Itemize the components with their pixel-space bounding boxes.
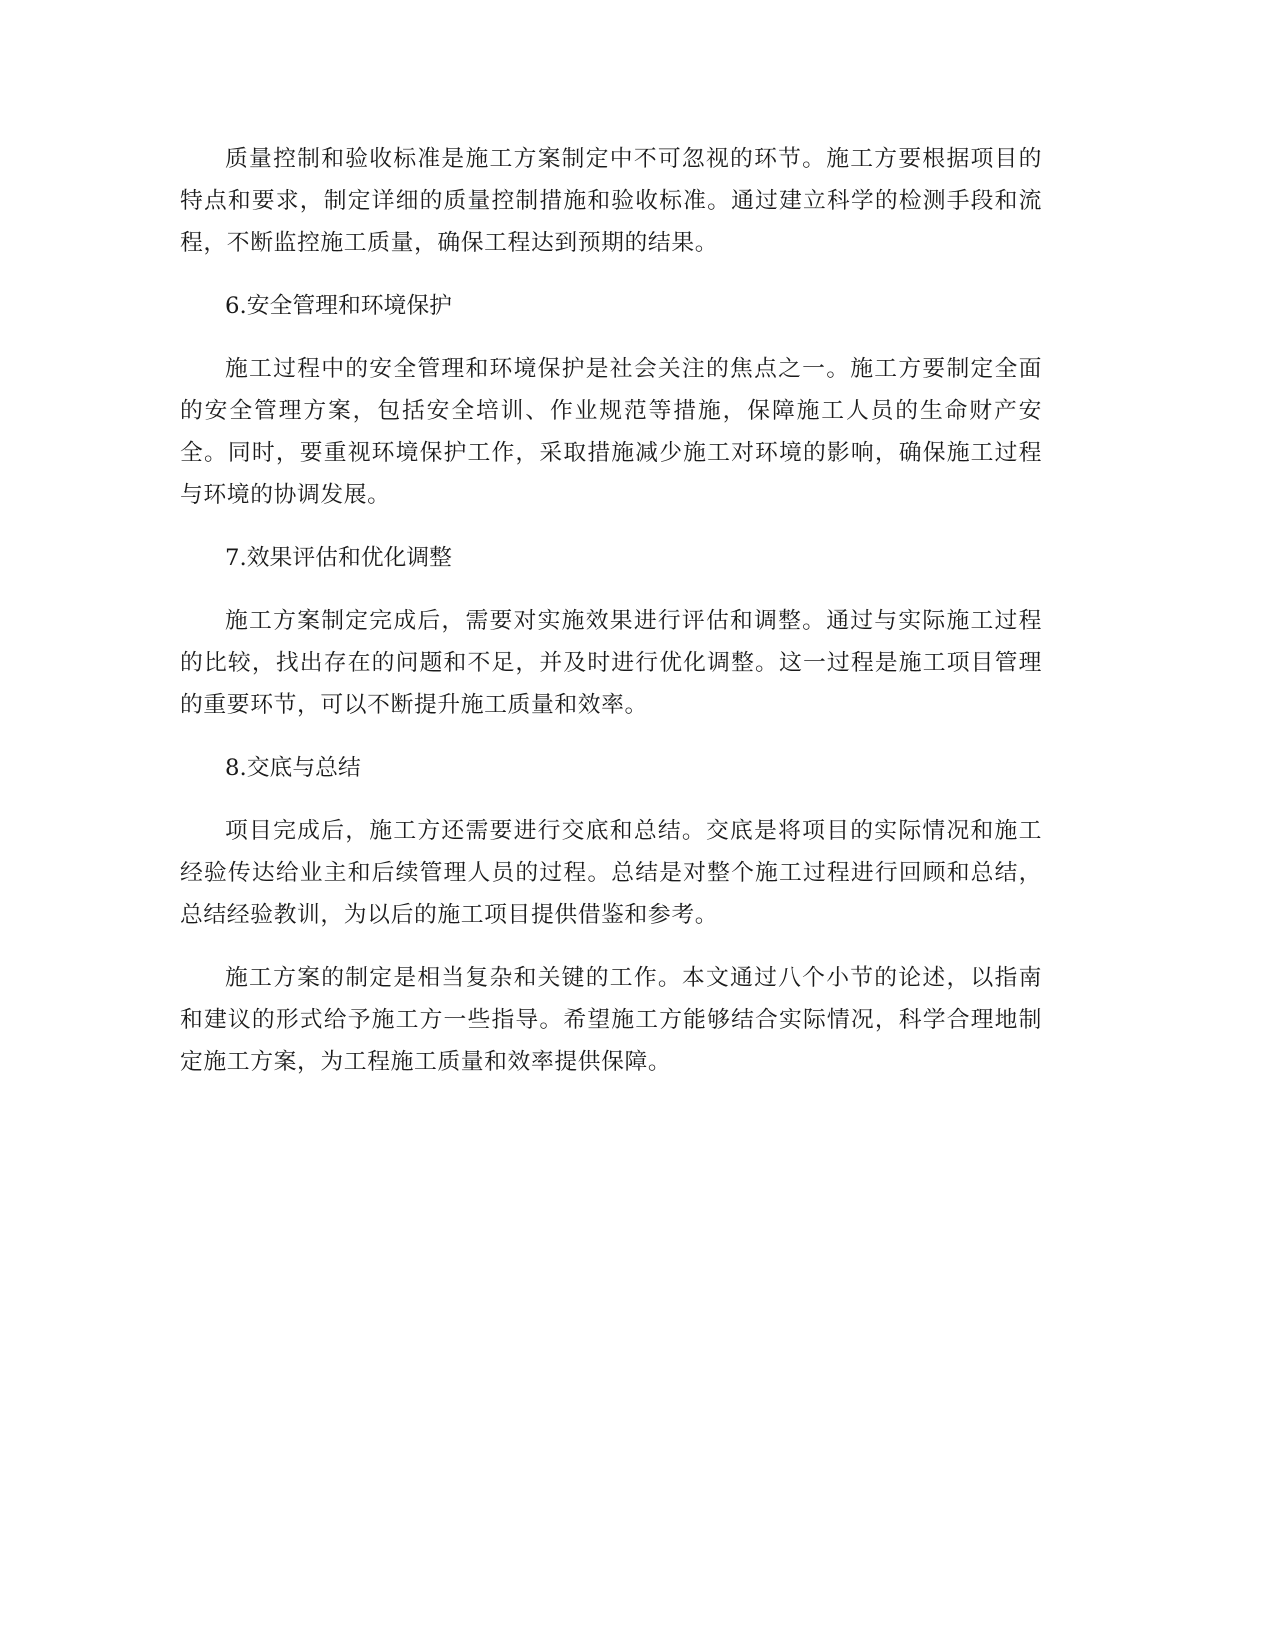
section-heading-7: 7.效果评估和优化调整 [225, 545, 452, 571]
paragraph-handover-summary: 项目完成后，施工方还需要进行交底和总结。交底是将项目的实际情况和施工经验传达给业主和后续管理人员的过程。总结是对整个施工过程进行回顾和总结，总结经验教训，为以后的施工项目提供借鉴和参考。 [180, 818, 1042, 928]
document-page [180, 138, 1042, 1104]
paragraph-conclusion: 施工方案的制定是相当复杂和关键的工作。本文通过八个小节的论述，以指南和建议的形式给予施工方一些指导。希望施工方能够结合实际情况，科学合理地制定施工方案，为工程施工质量和效率提供保障。 [180, 965, 1042, 1075]
section-heading-6: 6.安全管理和环境保护 [225, 293, 452, 319]
paragraph-safety-environment: 施工过程中的安全管理和环境保护是社会关注的焦点之一。施工方要制定全面的安全管理方案，包括安全培训、作业规范等措施，保障施工人员的生命财产安全。同时，要重视环境保护工作，采取措施减少施工对环境的影响，确保施工过程与环境的协调发展。 [180, 356, 1042, 508]
paragraph-evaluation: 施工方案制定完成后，需要对实施效果进行评估和调整。通过与实际施工过程的比较，找出存在的问题和不足，并及时进行优化调整。这一过程是施工项目管理的重要环节，可以不断提升施工质量和效率。 [180, 608, 1042, 718]
section-heading-8: 8.交底与总结 [225, 755, 361, 781]
paragraph-quality-control: 质量控制和验收标准是施工方案制定中不可忽视的环节。施工方要根据项目的特点和要求，制定详细的质量控制措施和验收标准。通过建立科学的检测手段和流程，不断监控施工质量，确保工程达到预期的结果。 [180, 146, 1042, 256]
